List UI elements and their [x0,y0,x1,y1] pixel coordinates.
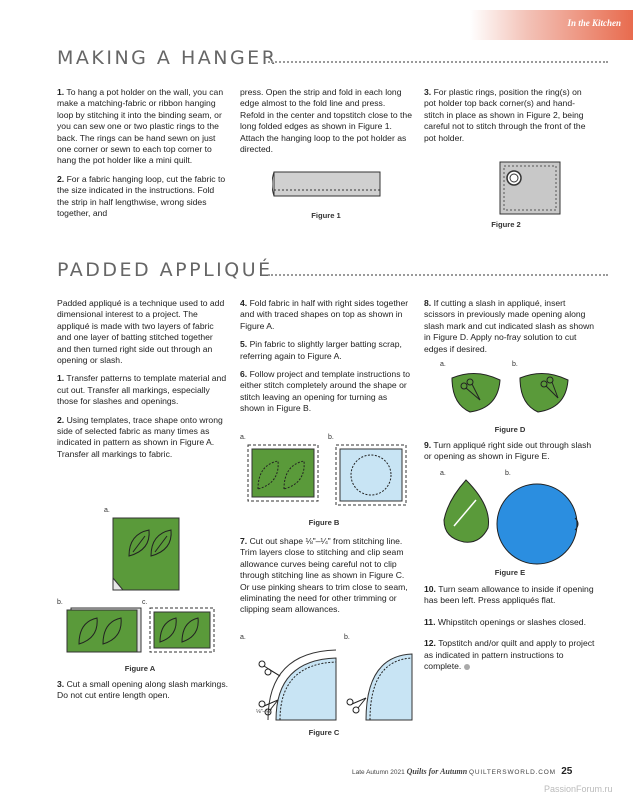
fig-a-label-c: c. [142,599,148,606]
footer-magazine: Quilts for Autumn [406,767,468,776]
divider [268,61,608,63]
figure-d-panel-a [446,368,506,416]
footer-issue: Late Autumn 2021 [352,769,405,776]
applique-title: PADDED APPLIQUÉ [57,259,273,281]
page-footer [352,766,572,777]
figure-a-caption: Figure A [124,664,156,673]
applique-column-1-top: Padded appliqué is a technique used to add dimensional interest to a project. The appliqué is made with two layers of fabric and one layer of batting stitched together and then turned right side out through an opening or slash. 1. Transfer patterns to template material and cut out. Transfer all markings, especially those for slashes and openings. 2. Using templates, trace shape onto wrong side of selected fabric as many times as indicated in pattern as shown in Figure A. Transfer all markings to fabric. [57,298,227,459]
footer-site: QUILTERSWORLD.COM [469,769,556,776]
applique-column-3-top: 8. If cutting a slash in appliqué, insert scissors in previously made opening along slash mark and cut indicated slash as shown in Figure D. Apply no-fray solution to cut edges if desired. [424,298,595,354]
figure-2-ring [498,158,578,216]
fig-e-label-b: b. [505,470,511,477]
figure-1-strip [272,166,382,204]
figure-b-panel-b [334,443,408,507]
fig-e-label-a: a. [440,470,446,477]
hanger-column-1: 1. To hang a pot holder on the wall, you can make a matching-fabric or ribbon hanging loop by stitching it into the binding seam, or you can sew one or two plastic rings to the back. The rings can be hand sewn on just one corner or sewn to each top corner to hang the pot holder like a mini quilt. 2. For a fabric hanging loop, cut the fabric to the size indicated in the instructions. Fold the strip in half lengthwise, wrong sides together, and [57,87,226,219]
applique-column-1-bottom: 3. Cut a small opening along slash markings. Do not cut entire length open. [57,679,229,701]
fig-a-label-a: a. [104,507,110,514]
figure-d-caption: Figure D [494,425,526,434]
figure-2-caption: Figure 2 [491,220,521,229]
fig-d-label-b: b. [512,361,518,368]
figure-e-panel-a [436,476,496,546]
figure-a-panel-a [111,516,181,594]
figure-c-panel-b [344,642,414,722]
fig-b-label-b: b. [328,434,334,441]
figure-1-caption: Figure 1 [311,211,341,220]
hanger-column-2: press. Open the strip and fold in each long edge almost to the fold line and press. Refold in the center and topstitch close to the long folded edges as shown in Figure 1. Attach the hanging loop to the pot holder as directed. [240,87,412,155]
divider [268,274,608,276]
fig-a-label-b: b. [57,599,63,606]
applique-column-3-bottom: 10. Turn seam allowance to inside if opening has been left. Press appliqués flat. 11. Whipstitch openings or slashes closed. 12. Topstitch and/or quilt and apply to project as indicated in pattern instructions to complete. [424,584,595,672]
seam-measure-label: ⅛"–¼" [256,709,273,715]
figure-e-panel-b [495,482,583,566]
end-mark-icon [464,664,470,670]
applique-column-2-mid: 7. Cut out shape ⅛"–¼" from stitching line. Trim layers close to stitching and clip seam allowance curves being careful not to clip through stitching line as shown in Figure C. Or use pinking shears to trim close to seam, eliminating the need for other trimming or clipping seam allowances. [240,536,408,615]
figure-a-panel-b [65,606,143,654]
hanger-column-3: 3. For plastic rings, position the ring(s) on pot holder top back corner(s) and hand-stitch in place as shown in Figure 2, being careful not to stitch through the front of the pot holder. [424,87,586,143]
page-number: 25 [561,766,573,777]
section-label: In the Kitchen [567,18,621,28]
figure-d-panel-b [514,368,574,416]
fig-d-label-a: a. [440,361,446,368]
figure-b-caption: Figure B [308,518,340,527]
figure-a-panel-c [148,606,216,654]
fig-b-label-a: a. [240,434,246,441]
applique-column-3-mid: 9. Turn appliqué right side out through slash or opening as shown in Figure E. [424,440,592,462]
fig-c-label-a: a. [240,634,246,641]
applique-column-2-top: 4. Fold fabric in half with right sides together and with traced shapes on top as shown in Figure A. 5. Pin fabric to slightly larger batting scrap, referring again to Figure A. 6. Follow project and template instructions to either stitch completely around the shape or stitch leaving an opening for turning as shown in Figure B. [240,298,411,414]
figure-c-caption: Figure C [308,728,340,737]
fig-c-label-b: b. [344,634,350,641]
hanger-title: MAKING A HANGER [57,47,278,69]
figure-e-caption: Figure E [494,568,526,577]
figure-b-panel-a [246,443,320,503]
watermark: PassionForum.ru [544,784,613,794]
